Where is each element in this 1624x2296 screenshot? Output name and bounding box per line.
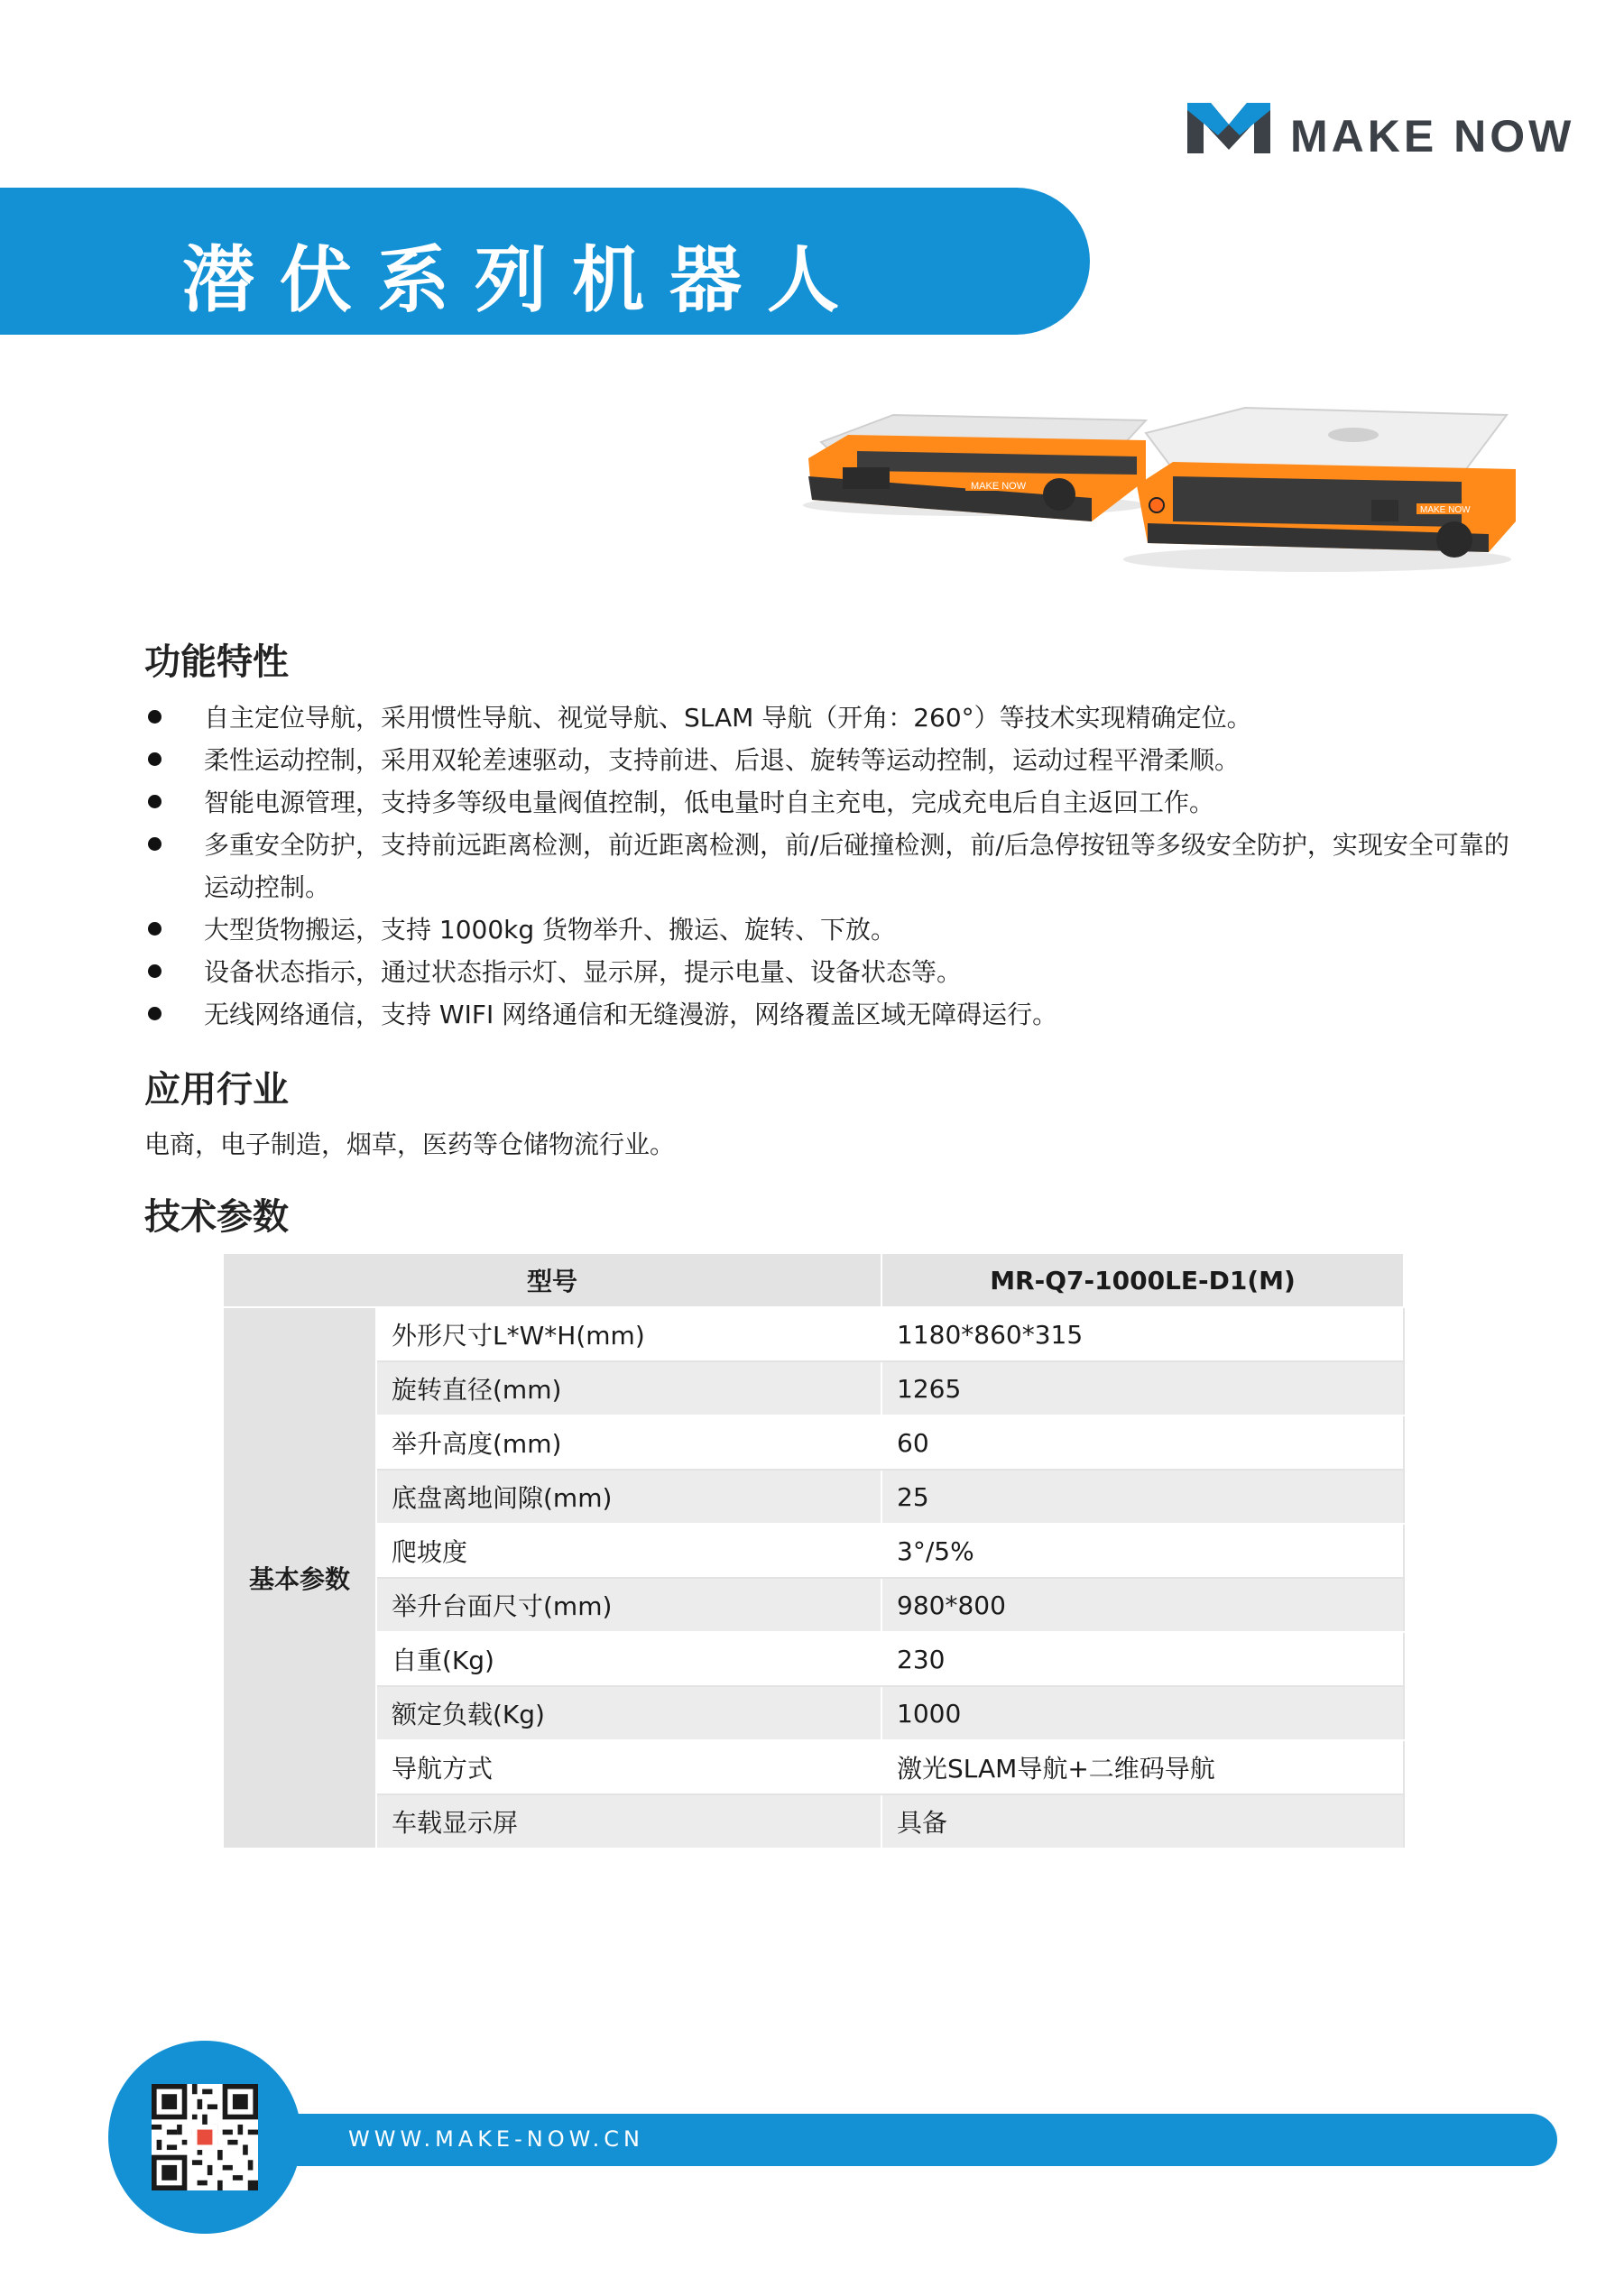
- spec-key: 自重(Kg): [376, 1632, 881, 1686]
- list-item: 大型货物搬运，支持 1000kg 货物举升、搬运、旋转、下放。: [144, 908, 1516, 951]
- table-row: [223, 1307, 1404, 1361]
- spec-value: 980*800: [881, 1578, 1404, 1632]
- bullet-icon: [148, 795, 161, 808]
- table-row: [223, 1686, 1404, 1740]
- list-item: 多重安全防护，支持前远距离检测，前近距离检测，前/后碰撞检测，前/后急停按钮等多级安全防护，实现安全可靠的运动控制。: [144, 824, 1516, 908]
- spec-key: 车载显示屏: [376, 1794, 881, 1849]
- model-value: MR-Q7-1000LE-D1(M): [881, 1253, 1404, 1307]
- list-item: 柔性运动控制，采用双轮差速驱动，支持前进、后退、旋转等运动控制，运动过程平滑柔顺。: [144, 739, 1516, 781]
- product-robot-image: [794, 388, 1516, 586]
- table-row: [223, 1740, 1404, 1794]
- list-item: 无线网络通信，支持 WIFI 网络通信和无缝漫游，网络覆盖区域无障碍运行。: [144, 993, 1516, 1036]
- bullet-icon: [148, 752, 161, 766]
- spec-value: 1265: [881, 1361, 1404, 1415]
- brand-logo: [1184, 94, 1575, 166]
- brand-name: MAKE NOW: [1290, 111, 1575, 161]
- svg-text:MAKE NOW: MAKE NOW: [971, 481, 1027, 492]
- table-row: [223, 1632, 1404, 1686]
- spec-key: 导航方式: [376, 1740, 881, 1794]
- table-row: [223, 1470, 1404, 1524]
- bullet-icon: [148, 1007, 161, 1020]
- table-row: [223, 1578, 1404, 1632]
- spec-table: [222, 1252, 1405, 1849]
- footer-url[interactable]: WWW.MAKE-NOW.CN: [348, 2126, 644, 2152]
- spec-value: 60: [881, 1415, 1404, 1470]
- spec-key: 举升台面尺寸(mm): [376, 1578, 881, 1632]
- spec-value: 3°/5%: [881, 1524, 1404, 1578]
- features-list: [144, 696, 1516, 1036]
- table-header-row: [223, 1253, 1404, 1307]
- title-banner: [0, 188, 1090, 335]
- spec-value: 25: [881, 1470, 1404, 1524]
- industry-heading: 应用行业: [144, 1069, 289, 1111]
- list-item: 设备状态指示，通过状态指示灯、显示屏，提示电量、设备状态等。: [144, 951, 1516, 993]
- bullet-icon: [148, 922, 161, 936]
- specs-heading: 技术参数: [144, 1196, 289, 1238]
- table-row: [223, 1415, 1404, 1470]
- model-label: 型号: [223, 1253, 881, 1307]
- spec-value: 具备: [881, 1794, 1404, 1849]
- spec-key: 旋转直径(mm): [376, 1361, 881, 1415]
- table-row: [223, 1794, 1404, 1849]
- table-row: [223, 1524, 1404, 1578]
- footer-qr-badge: [108, 2041, 301, 2234]
- bullet-icon: [148, 710, 161, 724]
- make-now-logo-icon: [1184, 94, 1274, 159]
- bullet-icon: [148, 964, 161, 978]
- spec-value: 激光SLAM导航+二维码导航: [881, 1740, 1404, 1794]
- list-item: 智能电源管理，支持多等级电量阀值控制，低电量时自主充电，完成充电后自主返回工作。: [144, 781, 1516, 824]
- spec-key: 外形尺寸L*W*H(mm): [376, 1307, 881, 1361]
- table-row: [223, 1361, 1404, 1415]
- features-heading: 功能特性: [144, 641, 289, 683]
- spec-value: 1180*860*315: [881, 1307, 1404, 1361]
- spec-key: 爬坡度: [376, 1524, 881, 1578]
- spec-value: 230: [881, 1632, 1404, 1686]
- list-item: 自主定位导航，采用惯性导航、视觉导航、SLAM 导航（开角：260°）等技术实现精确定位。: [144, 696, 1516, 739]
- footer-bar: [244, 2114, 1557, 2166]
- page-title: 潜伏系列机器人: [182, 238, 864, 322]
- group-label: 基本参数: [223, 1307, 376, 1849]
- svg-text:MAKE NOW: MAKE NOW: [1420, 505, 1471, 515]
- spec-key: 举升高度(mm): [376, 1415, 881, 1470]
- industry-text: 电商，电子制造，烟草，医药等仓储物流行业。: [144, 1130, 676, 1159]
- spec-key: 底盘离地间隙(mm): [376, 1470, 881, 1524]
- spec-key: 额定负载(Kg): [376, 1686, 881, 1740]
- qr-code-icon: [152, 2084, 258, 2190]
- bullet-icon: [148, 837, 161, 851]
- spec-value: 1000: [881, 1686, 1404, 1740]
